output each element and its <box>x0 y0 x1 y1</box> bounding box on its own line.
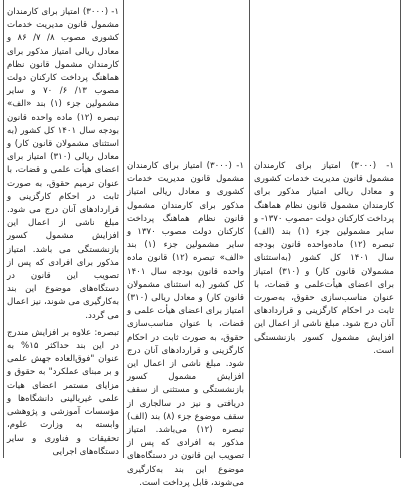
cell-paragraph: ۱- (۳۰۰۰) امتیاز برای کارمندان مشمول قانون مدیریت خدمات کشوری و معادل ریالی امتیاز مذکور برای کارمندان مشمول قانون نظام هماهنگ پرداخت کارکنان دولت مصوب ۱۳۷۰ و سایر مشمولین جزء (۱) بند «الف» تبصره (۱۲) قانون ماده واحده قانون بودجه سال ۱۴۰۱ کل کشور (به استثنای مشمولان قانون کار) و معادل ریالی (۳۱۰) امتیاز برای اعضای هیأت علمی و قضات، با عنوان مناسب‌سازی حقوق، به صورت ثابت در احکام کارگزینی و قراردادهای آنان درج شود. مبلغ ناشی از اعمال این افزایش مشمول کسور بازنشستگی و مستثنی از سقف دریافتی و نیز در سالجاری از سقف موضوع جزء (۸) بند (الف) تبصره (۱۲) می‌باشد. امتیاز مذکور به افرادی که پس از تصویب این قانون در دستگاه‌های موضوع این بند به‌کارگیری می‌شوند، قابل پرداخت است. <box>127 161 245 488</box>
table-border-left <box>3 0 4 458</box>
table-cell-middle <box>127 160 245 488</box>
cell-paragraph: ۱- (۳۰۰۰) امتیاز برای کارمندان مشمول قانون مدیریت خدمات کشوری و معادل ریالی امتیاز مذکور برای کارمندان مشمول قانون نظام هماهنگ پرداخت کارکنان دولت -مصوب ۱۳۷۰- و سایر مشمولین جزء (۱) بند (الف) تبصره (۱۲) ماده‌واحده قانون بودجه سال ۱۴۰۱ کل کشور (به‌استثنای مشمولان قانون کار) و (۳۱۰) امتیاز برای اعضای هیأت‌علمی و قضات، با عنوان مناسب‌سازی حقوق، به‌صورت ثابت در احکام کارگزینی و قراردادهای آنان درج شود. مبلغ ناشی از اعمال این افزایش مشمول کسور بازنشستگی است. <box>254 161 395 356</box>
table-border-right <box>400 0 401 458</box>
column-divider <box>249 0 250 458</box>
table-cell-right <box>254 160 394 458</box>
cell-paragraph: تبصره: علاوه بر افزایش مندرج در این بند حداکثر ۱۵% به عنوان "فوق‌العاده جهش علمی و بر مبنای عملکرد" به حقوق و مزایای مستمر اعضای هیات علمی غیربالینی دانشگاه‌ها و مؤسسات آموزشی و پژوهشی وابسته به وزارت علوم، تحقیقات و فناوری و سایر دستگاه‌های اجرایی <box>7 327 119 457</box>
cell-paragraph: ۱- (۳۰۰۰) امتیاز برای کارمندان مشمول قانون مدیریت خدمات کشوری مصوب ۸/ ۷/ ۸۶ و معادل ریالی امتیاز مذکور برای کارمندان مشمول قانون نظام هماهنگ پرداخت کارکنان دولت مصوب ۱۳/ ۶/ ۷۰ و سایر مشمولین جزء (۱) بند «الف» تبصره (۱۲) ماده واحده قانون بودجه سال ۱۴۰۱ کل کشور (به استثنای مشمولان قانون کار) و معادل ریالی (۳۱۰) امتیاز برای اعضای هیأت علمی و قضات، با عنوان ترمیم حقوق، به صورت ثابت در احکام کارگزینی و قراردادهای آنان درج می شود. مبلغ ناشی از اعمال این افزایش مشمول کسور بازنشستگی می باشد. امتیاز مذکور برای افرادی که پس از تصویب این قانون در دستگاه‌های موضوع این بند به‌کارگیری می شوند، نیز اعمال می گردد. <box>7 7 120 321</box>
table-cell-left <box>7 6 119 458</box>
column-divider <box>123 0 124 458</box>
